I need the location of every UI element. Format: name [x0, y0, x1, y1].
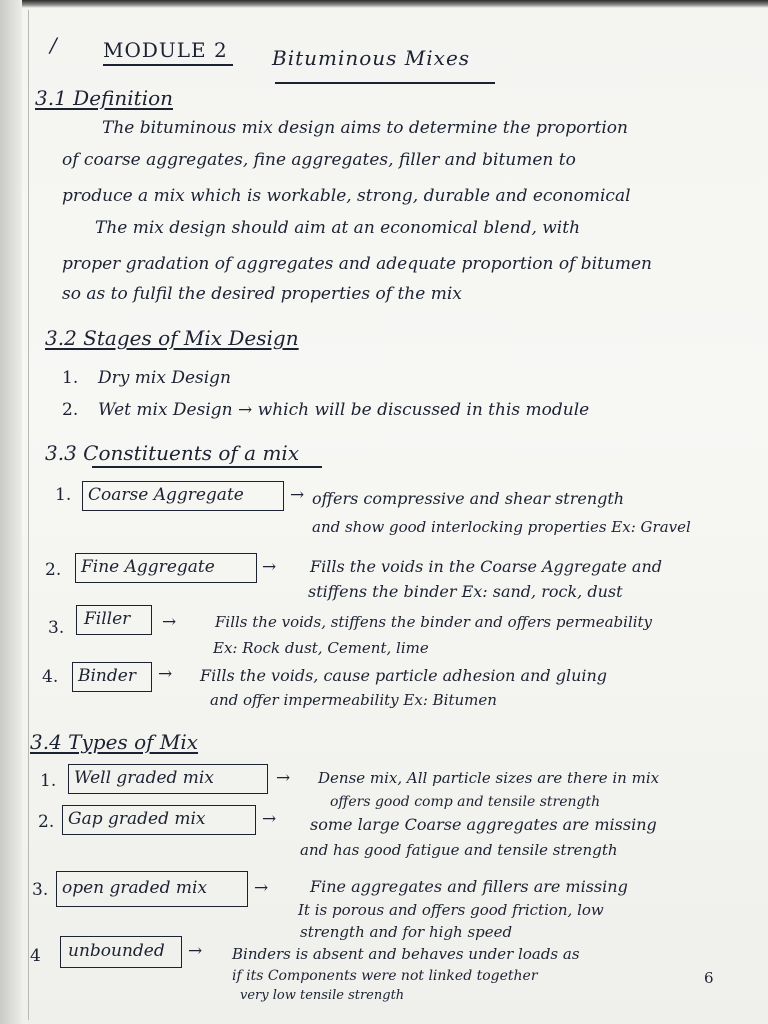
constituent-4-line-2: and offer impermeability Ex: Bitumen	[210, 691, 497, 709]
constituent-1-line-1: offers compressive and shear strength	[312, 489, 625, 508]
arrow-icon: →	[290, 485, 305, 505]
mix-type-2-number: 2.	[38, 812, 55, 832]
definition-line-5: proper gradation of aggregates and adequate proportion of bitumen	[62, 254, 653, 274]
mix-type-3-number: 3.	[32, 880, 49, 900]
stage-1-number: 1.	[62, 368, 79, 388]
mix-type-1-line-1: Dense mix, All particle sizes are there in mix	[318, 769, 660, 787]
mix-type-4-line-1: Binders is absent and behaves under loads as	[232, 945, 580, 963]
arrow-icon: →	[254, 878, 269, 898]
mix-type-4-label: unbounded	[68, 941, 165, 961]
definition-line-1: The bituminous mix design aims to determine the proportion	[102, 118, 628, 138]
definition-line-3: produce a mix which is workable, strong, durable and economical	[62, 186, 631, 206]
constituent-1-label: Coarse Aggregate	[88, 485, 244, 505]
constituent-2-line-2: stiffens the binder Ex: sand, rock, dust	[308, 582, 623, 601]
module-underline	[103, 64, 233, 66]
constituent-3-line-2: Ex: Rock dust, Cement, lime	[213, 639, 429, 657]
mix-type-2-line-2: and has good fatigue and tensile strength	[300, 841, 618, 859]
mix-type-4-line-2: if its Components were not linked together	[232, 968, 538, 984]
mix-type-4-number: 4	[30, 946, 41, 966]
constituent-1-line-2: and show good interlocking properties Ex: Gravel	[312, 518, 691, 536]
constituent-3-line-1: Fills the voids, stiffens the binder and offers permeability	[215, 613, 653, 631]
arrow-icon: →	[276, 768, 291, 788]
arrow-icon: →	[262, 809, 277, 829]
definition-line-6: so as to fulfil the desired properties of the mix	[62, 284, 462, 304]
mix-type-3-label: open graded mix	[62, 878, 208, 898]
constituent-4-number: 4.	[42, 667, 59, 687]
constituent-2-label: Fine Aggregate	[81, 557, 215, 577]
constituent-3-label: Filler	[84, 609, 131, 629]
mix-type-3-line-3: strength and for high speed	[300, 923, 513, 941]
page-binding-shadow	[0, 0, 22, 1024]
arrow-icon: →	[188, 941, 203, 961]
arrow-icon: →	[158, 664, 173, 684]
definition-line-2: of coarse aggregates, fine aggregates, filler and bitumen to	[62, 150, 576, 170]
constituent-4-line-1: Fills the voids, cause particle adhesion and gluing	[200, 666, 608, 685]
section-3-3-heading: 3.3 Constituents of a mix	[45, 441, 300, 465]
section-3-4-heading: 3.4 Types of Mix	[30, 730, 199, 754]
stage-2-number: 2.	[62, 400, 79, 420]
mix-type-1-label: Well graded mix	[74, 768, 214, 788]
constituent-3-number: 3.	[48, 618, 65, 638]
arrow-icon: →	[162, 612, 177, 632]
constituent-1-number: 1.	[55, 485, 72, 505]
page-title: Bituminous Mixes	[272, 46, 471, 70]
constituent-4-label: Binder	[78, 666, 136, 686]
header-slash: /	[50, 33, 57, 57]
mix-type-2-line-1: some large Coarse aggregates are missing	[310, 815, 657, 834]
constituent-2-line-1: Fills the voids in the Coarse Aggregate and	[310, 557, 662, 576]
stage-1-text: Dry mix Design	[98, 368, 231, 388]
title-underline	[275, 82, 495, 84]
mix-type-1-number: 1.	[40, 771, 57, 791]
constituent-2-number: 2.	[45, 560, 62, 580]
mix-type-4-line-3: very low tensile strength	[240, 988, 405, 1003]
section-3-2-heading: 3.2 Stages of Mix Design	[45, 326, 299, 350]
mix-type-3-line-1: Fine aggregates and fillers are missing	[310, 877, 628, 896]
arrow-icon: →	[262, 557, 277, 577]
definition-line-4: The mix design should aim at an economical blend, with	[95, 218, 581, 238]
margin-line	[28, 10, 29, 1020]
module-title: MODULE 2	[103, 38, 228, 62]
section-3-3-underline	[92, 466, 322, 468]
page-top-shadow	[0, 0, 768, 8]
stage-2-text: Wet mix Design → which will be discussed in this module	[98, 400, 590, 420]
mix-type-1-line-2: offers good comp and tensile strength	[330, 794, 601, 810]
mix-type-3-line-2: It is porous and offers good friction, low	[298, 901, 604, 919]
mix-type-2-label: Gap graded mix	[68, 809, 206, 829]
page-number: 6	[704, 969, 714, 987]
section-3-1-heading: 3.1 Definition	[35, 86, 174, 110]
